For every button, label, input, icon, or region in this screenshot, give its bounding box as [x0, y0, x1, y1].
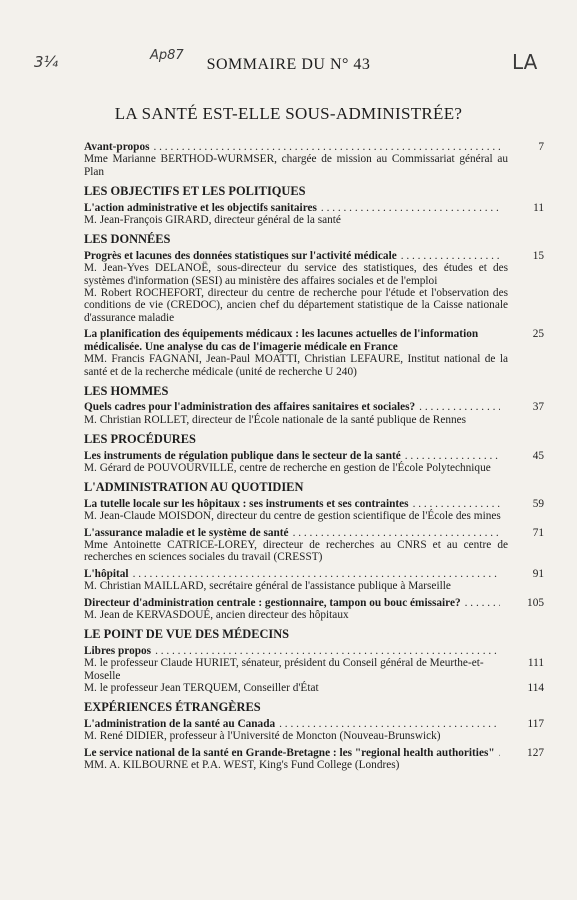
entry-author: M. le professeur Jean TERQUEM, Conseiller d'État	[84, 682, 319, 695]
toc-entry[interactable]	[84, 597, 544, 622]
toc-entry[interactable]	[84, 250, 544, 324]
page-number: 37	[532, 401, 544, 414]
entry-author: M. Christian MAILLARD, secrétaire général de l'assistance publique à Marseille	[84, 580, 451, 593]
toc-entry[interactable]	[84, 498, 544, 523]
section-heading: LES HOMMES	[84, 383, 169, 398]
page-number: 45	[532, 449, 544, 462]
leader-dots	[405, 450, 500, 462]
toc-entry[interactable]	[84, 718, 544, 743]
entry-title: Libres propos	[84, 644, 152, 657]
page-number: 105	[527, 596, 544, 609]
handwritten-note-right: LA	[512, 50, 538, 74]
entry-title: La tutelle locale sur les hôpitaux : ses instruments et ses contraintes	[84, 497, 409, 510]
entry-author: M. Jean de KERVASDOUÉ, ancien directeur des hôpitaux	[84, 609, 349, 621]
section-heading: L'ADMINISTRATION AU QUOTIDIEN	[84, 480, 304, 495]
toc-entry[interactable]	[84, 202, 544, 227]
leader-dots	[419, 401, 500, 413]
leader-dots	[279, 718, 500, 730]
entry-title: Progrès et lacunes des données statistiques sur l'activité médicale	[84, 249, 397, 262]
section-heading: EXPÉRIENCES ÉTRANGÈRES	[84, 700, 261, 715]
entry-author: Mme Antoinette CATRICE-LOREY, directeur de recherches au CNRS et au centre de recherches en sciences sociales du travail (CRESST)	[84, 538, 508, 564]
entry-author: MM. A. KILBOURNE et P.A. WEST, King's Fund College (Londres)	[84, 759, 400, 772]
toc-entry[interactable]	[84, 645, 544, 695]
page-number: 25	[532, 328, 544, 341]
entry-author: M. Jean-François GIRARD, directeur général de la santé	[84, 214, 341, 227]
toc-entry[interactable]	[84, 747, 544, 772]
page-number: 11	[533, 201, 544, 214]
entry-title: Les instruments de régulation publique dans le secteur de la santé	[84, 449, 401, 462]
toc-entry[interactable]	[84, 328, 544, 378]
entry-title: La planification des équipements médicaux : les lacunes actuelles de l'information médicalisée. Une analyse du cas de l'imagerie médicale en France	[84, 328, 479, 353]
page-number: 117	[527, 717, 544, 730]
entry-author: Mme Marianne BERTHOD-WURMSER, chargée de mission au Commissariat général au Plan	[84, 153, 508, 178]
page-number: 15	[532, 249, 544, 262]
entry-author: M. Robert ROCHEFORT, directeur du centre de recherche pour l'étude et l'observation des conditions de vie (CREDOC), ancien chef du département statistique de la Caisse nationale d'assurance maladie	[84, 287, 508, 324]
issue-title: LA SANTÉ EST-ELLE SOUS-ADMINISTRÉE?	[114, 104, 463, 123]
leader-dots	[465, 597, 500, 609]
toc-entry[interactable]	[84, 141, 544, 178]
leader-dots	[401, 250, 500, 262]
entry-title: L'assurance maladie et le système de santé	[84, 526, 289, 539]
section-heading: LE POINT DE VUE DES MÉDECINS	[84, 627, 290, 642]
page-number: 111	[527, 657, 544, 670]
entry-author: MM. Francis FAGNANI, Jean-Paul MOATTI, Christian LEFAURE, Institut national de la santé et de la recherche médicale (unité de recherche U 240)	[84, 353, 508, 378]
toc-entry[interactable]	[84, 401, 544, 426]
entry-title: Directeur d'administration centrale : gestionnaire, tampon ou bouc émissaire?	[84, 596, 461, 609]
leader-dots	[321, 202, 500, 214]
handwritten-note-left: 3¼	[34, 53, 59, 71]
section-heading: LES DONNÉES	[84, 232, 171, 247]
toc-entry[interactable]	[84, 450, 544, 475]
section-heading: LES PROCÉDURES	[84, 432, 196, 447]
entry-author: M. Jean-Yves DELANOË, sous-directeur du service des statistiques, des études et des systèmes d'information (SESI) au ministère des affaires sociales et de l'emploi	[84, 262, 508, 287]
leader-dots	[499, 747, 500, 759]
leader-dots	[293, 527, 500, 539]
entry-title: Quels cadres pour l'administration des affaires sanitaires et sociales?	[84, 401, 416, 414]
issue-header: SOMMAIRE DU N° 43	[206, 56, 371, 73]
entry-author: M. le professeur Claude HURIET, sénateur, président du Conseil général de Meurthe-et-Moselle	[84, 657, 484, 682]
entry-title: L'administration de la santé au Canada	[84, 717, 276, 730]
entry-title: L'action administrative et les objectifs sanitaires	[84, 201, 317, 214]
handwritten-note-middle: Ap87	[150, 48, 184, 63]
page-number: 91	[532, 567, 544, 580]
toc-entry[interactable]	[84, 568, 544, 593]
toc-entry[interactable]	[84, 527, 544, 564]
table-of-contents	[84, 141, 544, 775]
section-heading: LES OBJECTIFS ET LES POLITIQUES	[84, 184, 306, 199]
entry-author: M. René DIDIER, professeur à l'Université de Moncton (Nouveau-Brunswick)	[84, 730, 441, 743]
leader-dots	[413, 498, 500, 510]
page-number: 71	[532, 526, 544, 539]
page-number: 7	[538, 141, 544, 153]
entry-author: M. Christian ROLLET, directeur de l'École nationale de la santé publique de Rennes	[84, 413, 467, 426]
page-number: 127	[527, 746, 544, 759]
entry-title: Avant-propos	[84, 141, 150, 153]
leader-dots	[133, 568, 500, 580]
page-number: 114	[527, 682, 544, 695]
leader-dots	[154, 141, 501, 153]
entry-title: Le service national de la santé en Grande-Bretagne : les "regional health authorities"	[84, 746, 495, 759]
page-number: 59	[532, 497, 544, 510]
leader-dots	[155, 645, 500, 657]
entry-author: M. Jean-Claude MOISDON, directeur du centre de gestion scientifique de l'École des mines	[84, 510, 501, 523]
entry-title: L'hôpital	[84, 567, 129, 580]
entry-author: M. Gérard de POUVOURVILLE, centre de recherche en gestion de l'École Polytechnique	[84, 461, 491, 474]
